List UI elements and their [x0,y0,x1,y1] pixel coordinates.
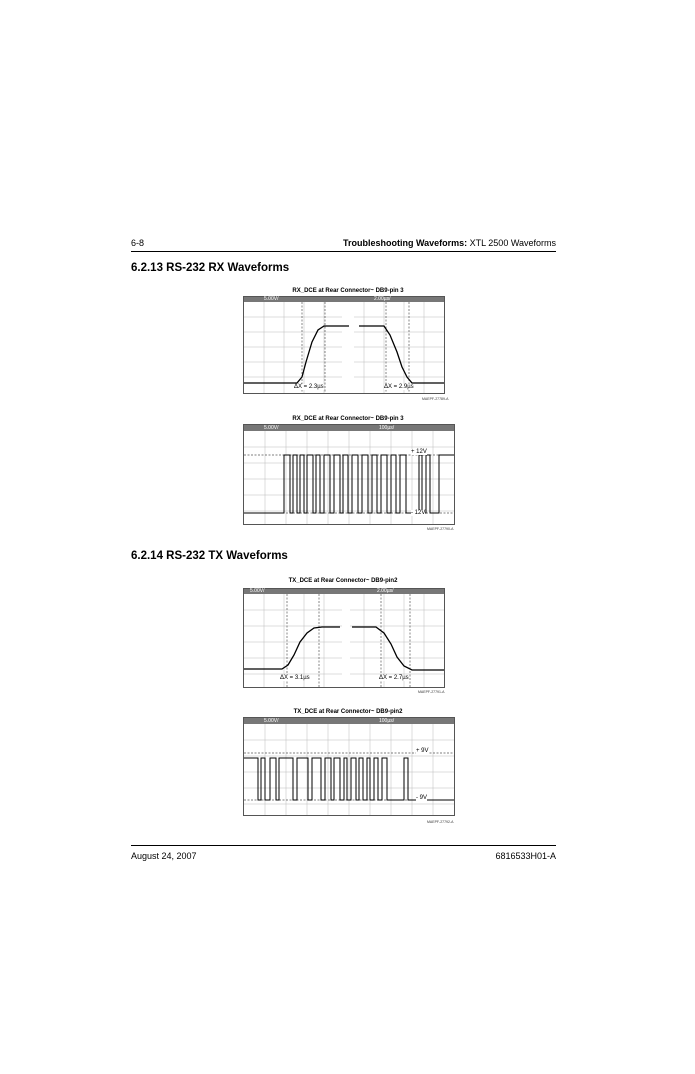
scale-right: 100µs/ [379,425,395,431]
figure-tag-tx-edges: MAEPF-27791-A [418,690,445,694]
running-header [343,238,556,248]
scope-title-bar [244,589,444,594]
page-number: 6-8 [131,238,145,248]
scale-left: 5.00V/ [264,425,279,431]
figure-title-tx-edges: TX_DCE at Rear Connector~ DB9-pin2 [288,578,398,584]
figure-tag-rx-data: MAEPF-27790-A [427,527,454,531]
waveform-rising-edge [244,326,349,383]
scope-rx-edges-graphic [244,297,444,393]
figure-tag-rx-edges: MAEPF-27789-A [422,397,449,401]
scope-rx-data [243,424,455,525]
figure-tag-tx-data: MAEPF-27792-A [427,820,454,824]
scope-gap [342,594,350,687]
delta-right: ΔX = 2.7µs [379,675,409,681]
scope-rx-edges [243,296,445,394]
scope-gap [342,302,354,393]
scale-right: 2.00µs/ [374,296,391,302]
scope-tx-edges-graphic [244,589,444,687]
delta-left: ΔX = 3.1µs [280,675,310,681]
footer-date: August 24, 2007 [131,851,197,861]
figure-title-rx-data: RX_DCE at Rear Connector~ DB9-pin 3 [292,416,404,422]
header-rule [131,251,556,252]
level-low: - 9V [416,795,428,801]
waveform-falling-edge [352,627,444,670]
scale-left: 5.00V/ [264,718,279,724]
running-header-rest: XTL 2500 Waveforms [467,238,556,248]
waveform-falling-edge [359,326,444,383]
figure-title-tx-data: TX_DCE at Rear Connector~ DB9-pin2 [293,709,403,715]
scale-right: 2.00µs/ [377,588,394,594]
footer-rule [131,845,556,846]
delta-left: ΔX = 2.3µs [294,384,324,390]
scale-left: 5.00V/ [250,588,265,594]
scope-tx-edges [243,588,445,688]
scale-left: 5.00V/ [264,296,279,302]
scale-right: 100µs/ [379,718,395,724]
section-heading-tx: 6.2.14 RS-232 TX Waveforms [131,550,288,562]
level-high: + 9V [416,748,429,754]
running-header-bold: Troubleshooting Waveforms: [342,238,468,248]
level-low: - 12V [411,510,426,516]
level-high: + 12V [411,449,427,455]
figure-title-rx-edges: RX_DCE at Rear Connector~ DB9-pin 3 [292,288,404,294]
scope-tx-data [243,717,455,816]
delta-right: ΔX = 2.9µs [384,384,414,390]
waveform-rising-edge [244,627,340,669]
footer-doc-number: 6816533H01-A [495,851,556,861]
section-heading-rx: 6.2.13 RS-232 RX Waveforms [131,262,290,274]
cursor-lines [302,302,409,393]
